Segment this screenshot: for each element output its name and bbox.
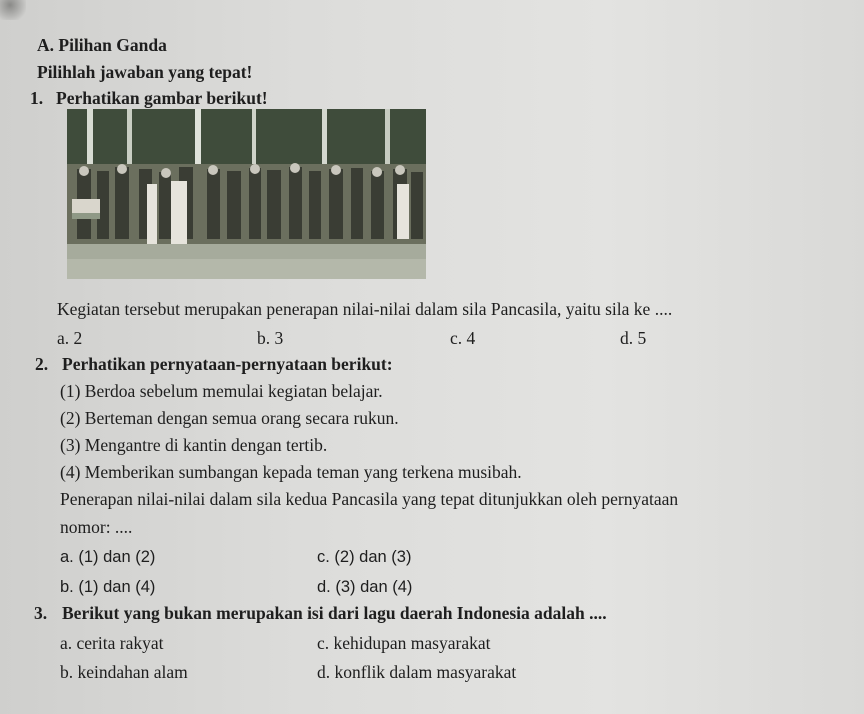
q3-option-b[interactable]: b. keindahan alam	[60, 662, 188, 682]
q1-question: Kegiatan tersebut merupakan penerapan nilai-nilai dalam sila Pancasila, yaitu sila ke ....	[57, 299, 673, 319]
q2-option-a[interactable]: a. (1) dan (2)	[60, 548, 156, 566]
ceremony-photo	[67, 109, 426, 279]
section-title: A. Pilihan Ganda	[37, 35, 167, 55]
q2-option-b[interactable]: b. (1) dan (4)	[60, 578, 156, 596]
q2-question-line1: Penerapan nilai-nilai dalam sila kedua Pancasila yang tepat ditunjukkan oleh pernyataan	[60, 489, 679, 509]
q2-statement-1: (1) Berdoa sebelum memulai kegiatan belajar.	[60, 381, 383, 401]
q2-option-d[interactable]: d. (3) dan (4)	[317, 578, 413, 596]
q2-statement-2: (2) Berteman dengan semua orang secara rukun.	[60, 408, 399, 428]
q2-statement-3: (3) Mengantre di kantin dengan tertib.	[60, 435, 328, 455]
q1-option-a[interactable]: a. 2	[57, 328, 83, 348]
q1-option-b[interactable]: b. 3	[257, 328, 284, 348]
q2-option-c[interactable]: c. (2) dan (3)	[317, 548, 412, 566]
q2-statement-4: (4) Memberikan sumbangan kepada teman yang terkena musibah.	[60, 462, 522, 482]
q2-prompt: Perhatikan pernyataan-pernyataan berikut:	[62, 354, 393, 374]
q3-question: Berikut yang bukan merupakan isi dari lagu daerah Indonesia adalah ....	[62, 603, 607, 623]
q3-number: 3.	[34, 603, 48, 623]
q1-number: 1.	[30, 88, 44, 108]
instruction: Pilihlah jawaban yang tepat!	[37, 62, 253, 82]
q3-option-a[interactable]: a. cerita rakyat	[60, 633, 164, 653]
q1-option-c[interactable]: c. 4	[450, 328, 476, 348]
q3-option-d[interactable]: d. konflik dalam masyarakat	[317, 662, 517, 682]
q3-option-c[interactable]: c. kehidupan masyarakat	[317, 633, 491, 653]
page-smudge	[0, 0, 26, 20]
q1-prompt: Perhatikan gambar berikut!	[56, 88, 268, 108]
q2-number: 2.	[35, 354, 49, 374]
q1-option-d[interactable]: d. 5	[620, 328, 647, 348]
q2-question-line2: nomor: ....	[60, 517, 133, 537]
